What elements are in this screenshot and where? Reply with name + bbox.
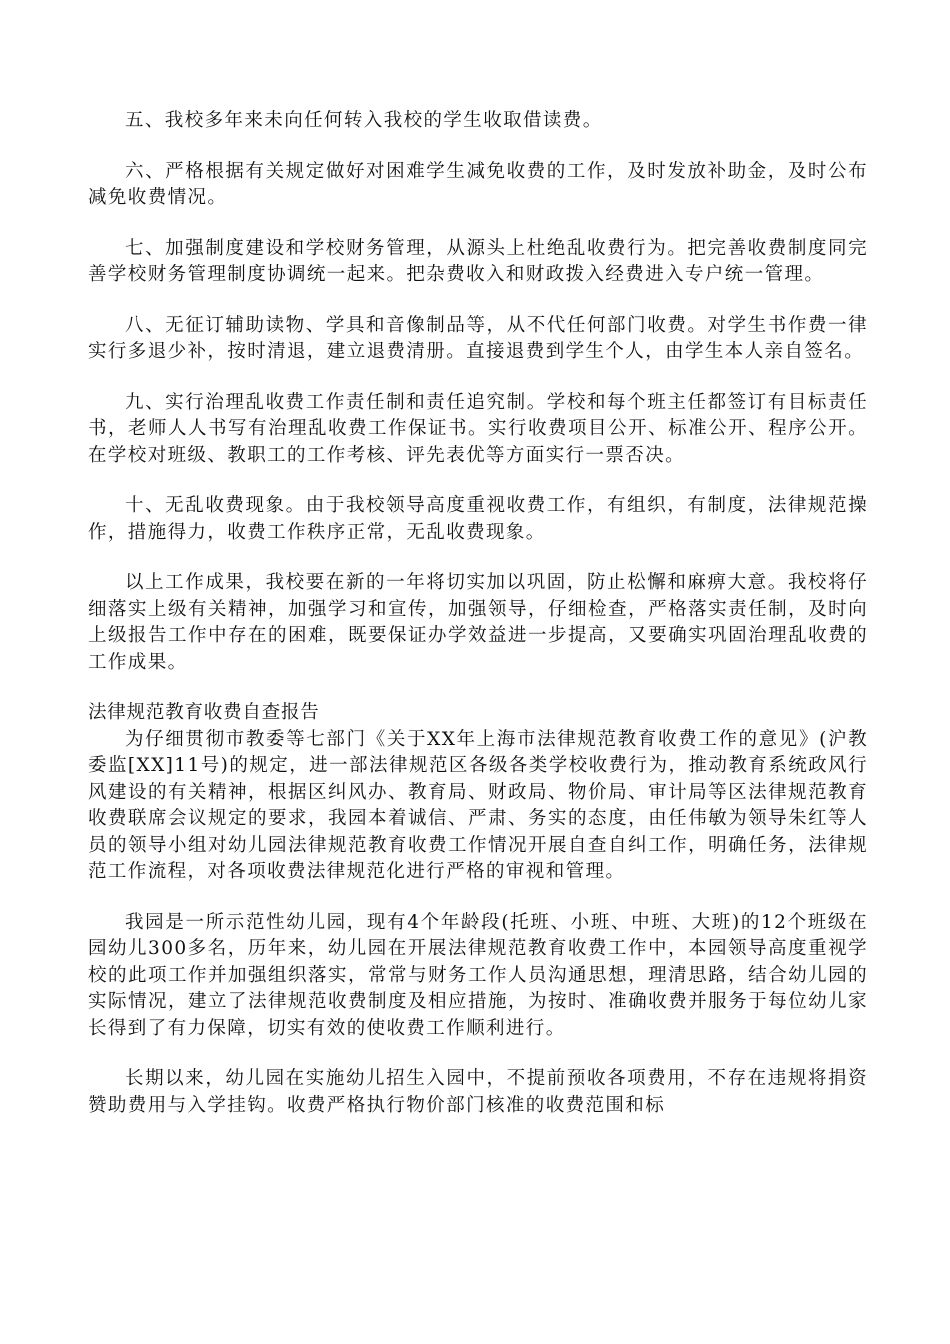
section-title: 法律规范教育收费自查报告 — [88, 702, 320, 723]
paragraph-7: 七、加强制度建设和学校财务管理，从源头上杜绝乱收费行为。把完善收费制度同完善学校财务管理制度协调统一起来。把杂费收入和财政拨入经费进入专户统一管理。 — [88, 237, 868, 285]
paragraph-9: 九、实行治理乱收费工作责任制和责任追究制。学校和每个班主任都签订有目标责任书，老师人人书写有治理乱收费工作保证书。实行收费项目公开、标准公开、程序公开。在学校对班级、教职工的工作考核、评先表优等方面实行一票否决。 — [88, 391, 868, 466]
section-paragraph-intro: 为仔细贯彻市教委等七部门《关于XX年上海市法律规范教育收费工作的意见》(沪教委监[XX]11号)的规定，进一部法律规范区各级各类学校收费行为，推动教育系统政风行风建设的有关精神，根据区纠风办、教育局、财政局、物价局、审计局等区法律规范教育收费联席会议规定的要求，我园本着诚信、严肃、务实的态度，由任伟敏为领导朱红等人员的领导小组对幼儿园法律规范教育收费工作情况开展自查自纠工作，明确任务，法律规范工作流程，对各项收费法律规范化进行严格的审视和管理。 — [88, 728, 868, 882]
paragraph-8: 八、无征订辅助读物、学具和音像制品等，从不代任何部门收费。对学生书作费一律实行多退少补，按时清退，建立退费清册。直接退费到学生个人，由学生本人亲自签名。 — [88, 314, 868, 362]
paragraph-conclusion: 以上工作成果，我校要在新的一年将切实加以巩固，防止松懈和麻痹大意。我校将仔细落实上级有关精神，加强学习和宣传，加强领导，仔细检查，严格落实责任制，及时向上级报告工作中存在的困难，既要保证办学效益进一步提高，又要确实巩固治理乱收费的工作成果。 — [88, 572, 868, 673]
section-paragraph-enrollment: 长期以来，幼儿园在实施幼儿招生入园中，不提前预收各项费用，不存在违规将捐资赞助费用与入学挂钩。收费严格执行物价部门核准的收费范围和标 — [88, 1068, 868, 1116]
paragraph-10: 十、无乱收费现象。由于我校领导高度重视收费工作，有组织，有制度，法律规范操作，措施得力，收费工作秩序正常，无乱收费现象。 — [88, 495, 868, 543]
paragraph-6: 六、严格根据有关规定做好对困难学生减免收费的工作，及时发放补助金，及时公布减免收费情况。 — [88, 160, 868, 208]
section-paragraph-overview: 我园是一所示范性幼儿园，现有4个年龄段(托班、小班、中班、大班)的12个班级在园幼儿300多名，历年来，幼儿园在开展法律规范教育收费工作中，本园领导高度重视学校的此项工作并加强组织落实，常常与财务工作人员沟通思想，理清思路，结合幼儿园的实际情况，建立了法律规范收费制度及相应措施，为按时、准确收费并服务于每位幼儿家长得到了有力保障，切实有效的使收费工作顺利进行。 — [88, 911, 868, 1039]
document-page — [88, 108, 868, 1119]
paragraph-5: 五、我校多年来未向任何转入我校的学生收取借读费。 — [125, 110, 603, 131]
